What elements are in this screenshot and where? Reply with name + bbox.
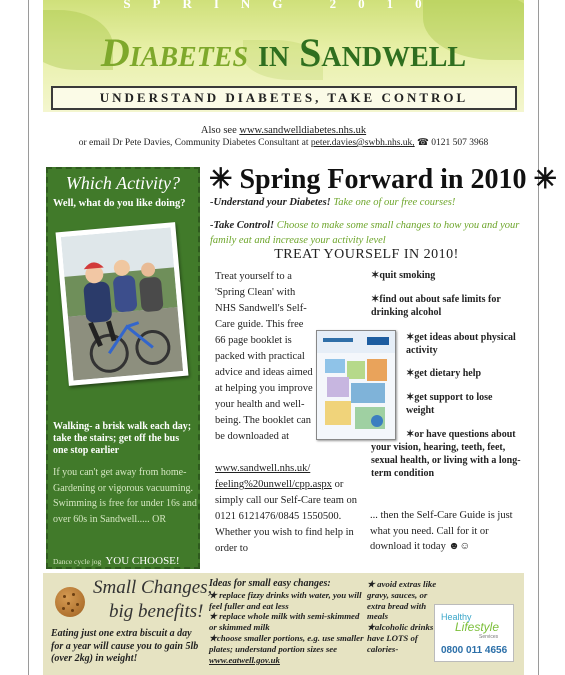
avoid-extras-list [367,579,439,655]
biscuit-fact: Eating just one extra biscuit a day for a year will cause you to gain 5lb (over 2kg) in weight! [51,628,199,664]
spring-forward-title: Spring Forward in 2010 [239,164,527,195]
list-item: ★alcoholic drinks have LOTS of calories- [367,622,434,654]
what-do-you-like-text: Well, what do you like doing? [53,198,186,209]
self-care-link[interactable]: www.sandwell.nhs.uk/ feeling%20unwell/cpp.aspx [215,463,332,490]
also-see-label: Also see [200,125,237,136]
star-bullet-icon: ✶ [406,332,415,343]
list-item: ✶quit smoking [371,270,436,281]
star-ornament-icon: ✳ [533,164,557,195]
email-link[interactable]: peter.davies@swbh.nhs.uk, [310,138,415,148]
home-activity-tip: If you can't get away from home- Gardening or vigorous vacuuming. Swimming is free for under 16s and over 60s in Sandwell..... OR [53,467,197,525]
small-changes-panel [43,573,524,675]
website-link[interactable]: www.sandwelldiabetes.nhs.uk [239,125,367,136]
easy-changes-list [209,579,367,665]
title-part-diabetes: Diabetes [100,30,249,75]
star-bullet-icon: ✶ [371,294,380,305]
star-bullet-icon: ✶ [406,368,415,379]
spring-forward-heading [209,162,557,196]
self-care-guide-cover [316,330,396,440]
star-ornament-icon: ✳ [209,164,233,195]
you-choose-text: YOU CHOOSE! [105,555,180,567]
list-item: ★ replace whole milk with semi-skimmed or skimmed milk [209,611,360,633]
which-activity-panel [46,167,200,569]
list-item: ✶or have questions about your vision, hearing, teeth, feet, sexual health, or living with a long-term condition [371,429,521,479]
tagline-banner: UNDERSTAND DIABETES, TAKE CONTROL [51,86,517,110]
big-benefits-heading: big benefits! [109,601,204,622]
cycling-family-photo [56,222,189,386]
self-care-call: or simply call our Self-Care team on 0121 6121476/0845 1550500. Whether you wish to find help in order to [215,479,358,554]
star-bullet-icon: ✶ [406,392,415,403]
title-part-sandwell: in Sandwell [258,30,467,75]
then-text: ... then the Self-Care Guide is just what you need. Call for it or download it today [370,510,513,552]
season-label: SPRING 2010 [123,0,444,11]
walking-tip: Walking- a brisk walk each day; take the stairs; get off the bus one stop earlier [53,421,192,456]
list-item: ✶get support to lose weight [406,392,493,416]
lifestyle-phone: 0800 011 4656 [441,645,508,656]
activity-options: Dance cycle jog [53,557,102,566]
star-bullet-icon: ✶ [406,429,415,440]
newsletter-page [28,0,557,675]
understand-bold: -Understand your Diabetes! [210,197,331,208]
free-courses-text: Take one of our free courses! [333,197,456,208]
small-changes-text: Choose to make some small changes to how you and your family eat and increase your activity level [210,220,520,246]
phone-number: 0121 507 3968 [431,138,489,148]
list-item: ★choose smaller portions, e.g. use smaller plates; understand portion sizes see www.eatwell.gov.uk [209,632,364,665]
which-activity-heading: Which Activity? [65,173,181,193]
self-care-call-to-action [370,508,520,555]
healthy-lifestyle-logo: Healthy Lifestyle Services 0800 011 4656 [434,604,514,662]
understand-line [210,197,455,208]
take-control-bold: -Take Control! [210,220,275,231]
list-item: ★ avoid extras like gravy, sauces, or extra bread with meals [367,579,437,622]
easy-changes-heading: Ideas for small easy changes: [209,578,331,589]
you-choose-line [53,551,180,569]
star-bullet-icon: ✶ [371,270,380,281]
newsletter-title [43,30,524,76]
biscuit-icon [55,587,85,617]
list-item: ★ replace fizzy drinks with water, you will feel fuller and eat less [209,589,362,611]
self-care-intro: Treat yourself to a 'Spring Clean' with NHS Sandwell's Self-Care guide. This free 66 page booklet is packed with practical advice and ideas aimed at helping you improve your health and well-being. The booklet can be downloaded at [215,271,313,442]
small-changes-heading: Small Changes, [93,577,213,598]
email-prefix: or email Dr Pete Davies, Community Diabetes Consultant at [78,138,309,148]
eatwell-link[interactable]: www.eatwell.gov.uk [209,654,280,665]
list-item: ✶get dietary help [406,368,482,379]
masthead-banner [43,0,524,112]
smiley-icon: ☻☺ [448,541,471,552]
telephone-icon: ☎ [417,138,429,148]
self-care-download [215,461,370,557]
contact-info [43,124,524,150]
list-item: ✶find out about safe limits for drinking alcohol [371,294,501,318]
treat-yourself-heading: TREAT YOURSELF IN 2010! [274,247,459,262]
take-control-line [210,218,522,248]
list-item: ✶get ideas about physical activity [406,332,516,356]
